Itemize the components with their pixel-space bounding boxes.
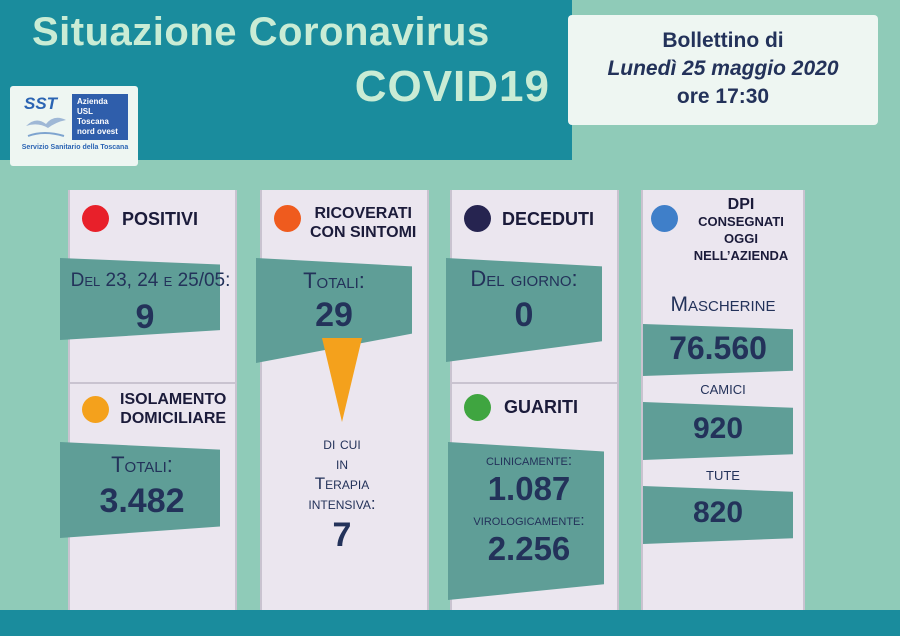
arrow-down-icon — [322, 338, 362, 422]
deceduti-title: DECEDUTI — [502, 209, 595, 229]
isolamento-sub-label: Totali: — [111, 452, 173, 477]
ricoverati-title — [310, 204, 416, 242]
terapia-intensiva-label — [262, 434, 422, 514]
deceduti-card — [450, 190, 619, 610]
bulletin-title: Bollettino di — [662, 29, 784, 52]
camici-label: camici — [700, 378, 746, 399]
orange-dot-icon — [82, 396, 109, 423]
page-subtitle: COVID19 — [354, 62, 550, 111]
dpi-card — [641, 190, 805, 610]
clinicamente-label: clinicamente: — [485, 452, 573, 469]
badge-line: Azienda — [77, 97, 108, 106]
tute-value: 820 — [692, 496, 744, 529]
terapia-intensiva-value: 7 — [332, 516, 352, 554]
divider — [450, 382, 619, 384]
deceduti-value: 0 — [514, 296, 534, 334]
virologicamente-value: 2.256 — [487, 530, 571, 567]
camici-value: 920 — [692, 412, 744, 445]
badge-line: USL — [77, 107, 93, 116]
dpi-title-line: DPI — [727, 196, 755, 213]
bulletin-date: Lunedì 25 maggio 2020 — [607, 57, 839, 80]
navy-dot-icon — [464, 205, 491, 232]
ti-line: di cui — [323, 434, 361, 453]
dpi-title-line: OGGI — [724, 231, 758, 246]
mascherine-label: Mascherine — [670, 293, 776, 316]
ti-line: in — [336, 454, 348, 473]
positivi-sub-label: Del 23, 24 e 25/05: — [70, 270, 231, 291]
ricoverati-value: 29 — [315, 296, 353, 334]
virologicamente-label: virologicamente: — [473, 512, 585, 529]
green-dot-icon — [464, 394, 491, 421]
sst-logo-text: SST — [24, 94, 58, 113]
blue-dot-icon — [651, 205, 678, 232]
badge-line: Toscana — [77, 117, 109, 126]
dpi-title-line: CONSEGNATI — [698, 214, 784, 229]
isolamento-value: 3.482 — [99, 482, 185, 520]
footer-band — [0, 610, 900, 636]
badge-line: nord ovest — [77, 127, 118, 136]
ricoverati-title-line: RICOVERATI — [314, 205, 412, 222]
sst-logo — [10, 86, 138, 166]
page-title: Situazione Coronavirus — [32, 10, 490, 54]
mascherine-value: 76.560 — [669, 330, 767, 366]
ricoverati-title-line: CON SINTOMI — [310, 224, 417, 241]
red-dot-icon — [82, 205, 109, 232]
logo-caption: Servizio Sanitario della Toscana — [21, 144, 129, 151]
tute-label: tute — [706, 464, 740, 485]
positivi-card — [68, 190, 237, 610]
ricoverati-card — [260, 190, 429, 610]
guariti-title: GUARITI — [504, 397, 578, 417]
divider — [68, 382, 237, 384]
orange-red-dot-icon — [274, 205, 301, 232]
dpi-title-line: NELL’AZIENDA — [693, 248, 789, 263]
isolamento-title-line: ISOLAMENTO — [120, 391, 227, 408]
ti-line: Terapia — [314, 474, 370, 493]
positivi-title: POSITIVI — [122, 209, 199, 229]
ricoverati-sub-label: Totali: — [303, 268, 365, 293]
azienda-badge — [72, 94, 128, 140]
isolamento-title-line: DOMICILIARE — [120, 410, 227, 427]
bulletin-time: ore 17:30 — [676, 85, 770, 108]
bulletin-box — [568, 15, 878, 125]
deceduti-sub-label: Del giorno: — [470, 266, 578, 291]
ti-line: intensiva: — [308, 494, 376, 513]
dpi-title — [681, 196, 801, 264]
seagull-icon — [22, 92, 70, 140]
positivi-value: 9 — [135, 298, 155, 336]
clinicamente-value: 1.087 — [487, 470, 571, 507]
isolamento-title — [120, 390, 226, 428]
